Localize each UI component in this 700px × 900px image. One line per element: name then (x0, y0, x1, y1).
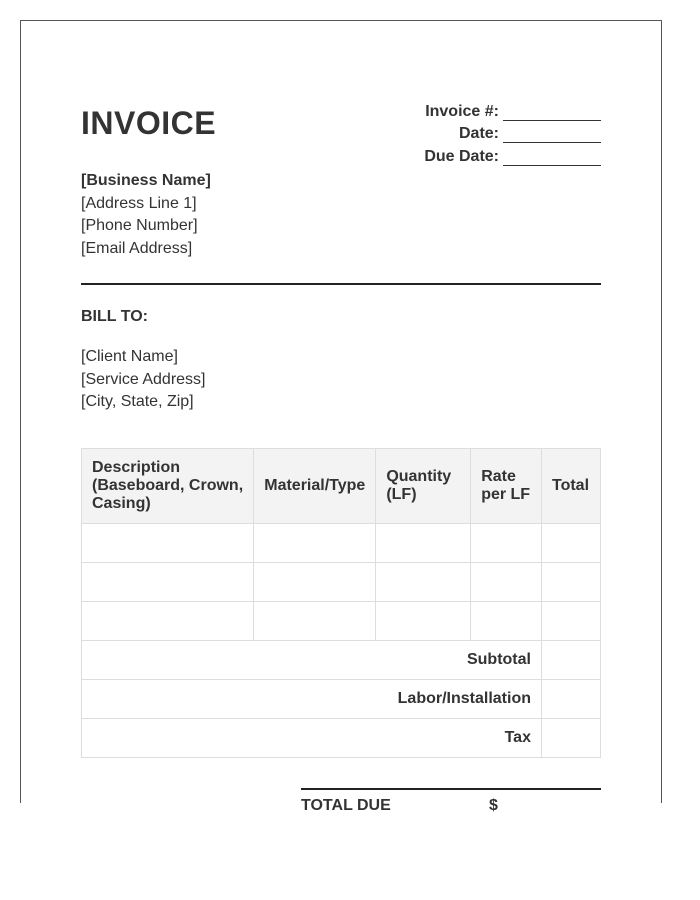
cell-material[interactable] (254, 563, 376, 602)
table-row (82, 563, 601, 602)
cell-total[interactable] (541, 524, 600, 563)
header-divider (81, 283, 601, 285)
invoice-date-row (424, 121, 601, 144)
tax-row (82, 719, 601, 758)
cell-description[interactable] (82, 563, 254, 602)
due-date-row (424, 143, 601, 166)
business-email: [Email Address] (81, 239, 193, 257)
due-date-label: Due Date: (424, 147, 499, 165)
invoice-page (20, 20, 662, 814)
invoice-number-row (424, 98, 601, 121)
labor-installation-value[interactable] (541, 680, 600, 719)
cell-rate[interactable] (471, 524, 542, 563)
invoice-date-label: Date: (458, 125, 499, 142)
labor-installation-label: Labor/Installation (82, 680, 542, 719)
column-header-total: Total (541, 449, 600, 524)
total-due-currency: $ (489, 797, 498, 814)
business-phone: [Phone Number] (81, 217, 198, 234)
client-service-address: [Service Address] (81, 370, 206, 388)
column-header-quantity: Quantity (LF) (376, 449, 471, 524)
invoice-meta (424, 98, 601, 166)
cell-description[interactable] (82, 524, 254, 563)
due-date-field[interactable] (503, 149, 601, 166)
tax-label: Tax (82, 719, 542, 758)
cell-material[interactable] (254, 602, 376, 641)
cell-description[interactable] (82, 602, 254, 641)
cell-material[interactable] (254, 524, 376, 563)
invoice-number-field[interactable] (503, 104, 601, 121)
line-items-table (81, 448, 601, 758)
business-info (81, 170, 211, 260)
business-name: [Business Name] (81, 172, 211, 189)
cell-quantity[interactable] (376, 602, 471, 641)
total-divider (301, 788, 601, 790)
subtotal-value[interactable] (541, 641, 600, 680)
column-header-description: Description (Baseboard, Crown, Casing) (82, 449, 254, 524)
cell-rate[interactable] (471, 602, 542, 641)
cell-quantity[interactable] (376, 563, 471, 602)
client-city-state-zip: [City, State, Zip] (81, 393, 194, 410)
subtotal-row (82, 641, 601, 680)
table-header-row (82, 449, 601, 524)
cell-total[interactable] (541, 563, 600, 602)
business-address: [Address Line 1] (81, 194, 197, 212)
column-header-rate: Rate per LF (471, 449, 542, 524)
table-row (82, 524, 601, 563)
client-name: [Client Name] (81, 348, 178, 365)
cell-rate[interactable] (471, 563, 542, 602)
column-header-material: Material/Type (254, 449, 376, 524)
client-info (81, 346, 206, 414)
bill-to-label: BILL TO: (81, 308, 148, 325)
cell-quantity[interactable] (376, 524, 471, 563)
invoice-date-field[interactable] (503, 126, 601, 143)
table-row (82, 602, 601, 641)
labor-installation-row (82, 680, 601, 719)
cell-total[interactable] (541, 602, 600, 641)
total-due-label: TOTAL DUE (301, 797, 391, 814)
invoice-title: INVOICE (81, 105, 217, 141)
subtotal-label: Subtotal (82, 641, 542, 680)
tax-value[interactable] (541, 719, 600, 758)
invoice-number-label: Invoice #: (425, 102, 499, 120)
